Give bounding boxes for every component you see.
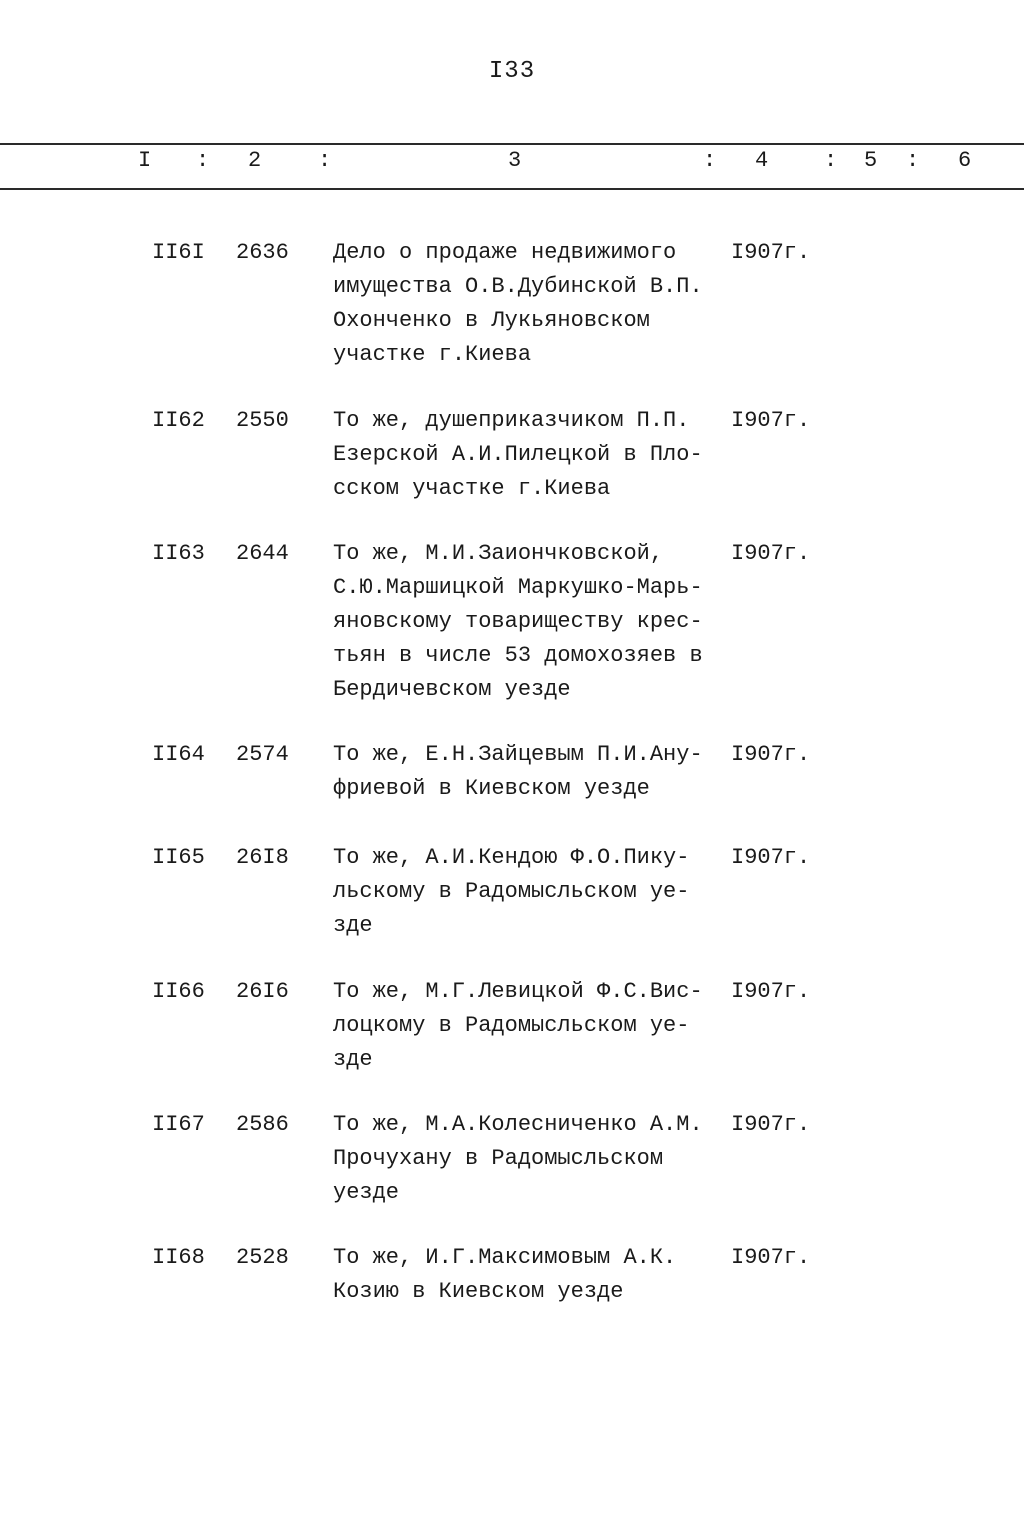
record-description [333,1108,728,1210]
header-col-5: 5 [864,148,878,173]
record-description [333,975,728,1077]
record-number: II67 [152,1112,205,1137]
description-line: То же, И.Г.Максимовым А.К. [333,1245,677,1270]
header-separator: : [196,148,210,173]
description-line: фриевой в Киевском уезде [333,776,650,801]
file-number: 2528 [236,1245,289,1270]
header-col-6: 6 [958,148,972,173]
description-line: Бердичевском уезде [333,677,571,702]
header-separator: : [906,148,920,173]
description-line: Езерской А.И.Пилецкой в Пло- [333,442,703,467]
record-year: I907г. [731,979,811,1004]
file-number: 2574 [236,742,289,767]
description-line: То же, Е.Н.Зайцевым П.И.Ану- [333,742,703,767]
header-separator: : [703,148,717,173]
file-number: 2636 [236,240,289,265]
record-number: II66 [152,979,205,1004]
description-line: То же, М.А.Колесниченко А.М. [333,1112,703,1137]
description-line: яновскому товариществу крес- [333,609,703,634]
record-year: I907г. [731,742,811,767]
record-number: II62 [152,408,205,433]
header-separator: : [824,148,838,173]
description-line: уезде [333,1180,400,1205]
record-description [333,1241,728,1309]
record-description [333,841,728,943]
header-rule-top [0,143,1024,145]
description-line: тьян в числе 53 домохозяев в [333,643,703,668]
description-line: Козию в Киевском уезде [333,1279,624,1304]
file-number: 26I6 [236,979,289,1004]
description-line: То же, М.Г.Левицкой Ф.С.Вис- [333,979,703,1004]
file-number: 2550 [236,408,289,433]
description-line: имущества О.В.Дубинской В.П. [333,274,703,299]
description-line: сском участке г.Киева [333,476,611,501]
record-number: II6I [152,240,205,265]
header-col-1: I [138,148,152,173]
page-number: I33 [488,58,536,85]
description-line: То же, М.И.Заиончковской, [333,541,664,566]
description-line: участке г.Киева [333,342,532,367]
record-description [333,236,728,372]
record-year: I907г. [731,845,811,870]
description-line: Охонченко в Лукьяновском [333,308,650,333]
header-separator: : [318,148,332,173]
description-line: Прочухану в Радомысльском [333,1146,664,1171]
record-number: II64 [152,742,205,767]
record-number: II63 [152,541,205,566]
file-number: 2644 [236,541,289,566]
record-description [333,738,728,806]
file-number: 2586 [236,1112,289,1137]
record-number: II68 [152,1245,205,1270]
record-description [333,404,728,506]
record-year: I907г. [731,1245,811,1270]
record-year: I907г. [731,240,811,265]
description-line: лоцкому в Радомысльском уе- [333,1013,690,1038]
description-line: зде [333,913,373,938]
record-description [333,537,728,707]
file-number: 26I8 [236,845,289,870]
header-col-2: 2 [248,148,262,173]
description-line: С.Ю.Маршицкой Маркушко-Марь- [333,575,703,600]
description-line: То же, душеприказчиком П.П. [333,408,690,433]
header-rule-bottom [0,188,1024,190]
record-year: I907г. [731,408,811,433]
description-line: То же, А.И.Кендою Ф.О.Пику- [333,845,690,870]
record-number: II65 [152,845,205,870]
description-line: зде [333,1047,373,1072]
record-year: I907г. [731,1112,811,1137]
description-line: Дело о продаже недвижимого [333,240,677,265]
header-col-3: 3 [508,148,522,173]
record-year: I907г. [731,541,811,566]
header-col-4: 4 [755,148,769,173]
description-line: льскому в Радомысльском уе- [333,879,690,904]
